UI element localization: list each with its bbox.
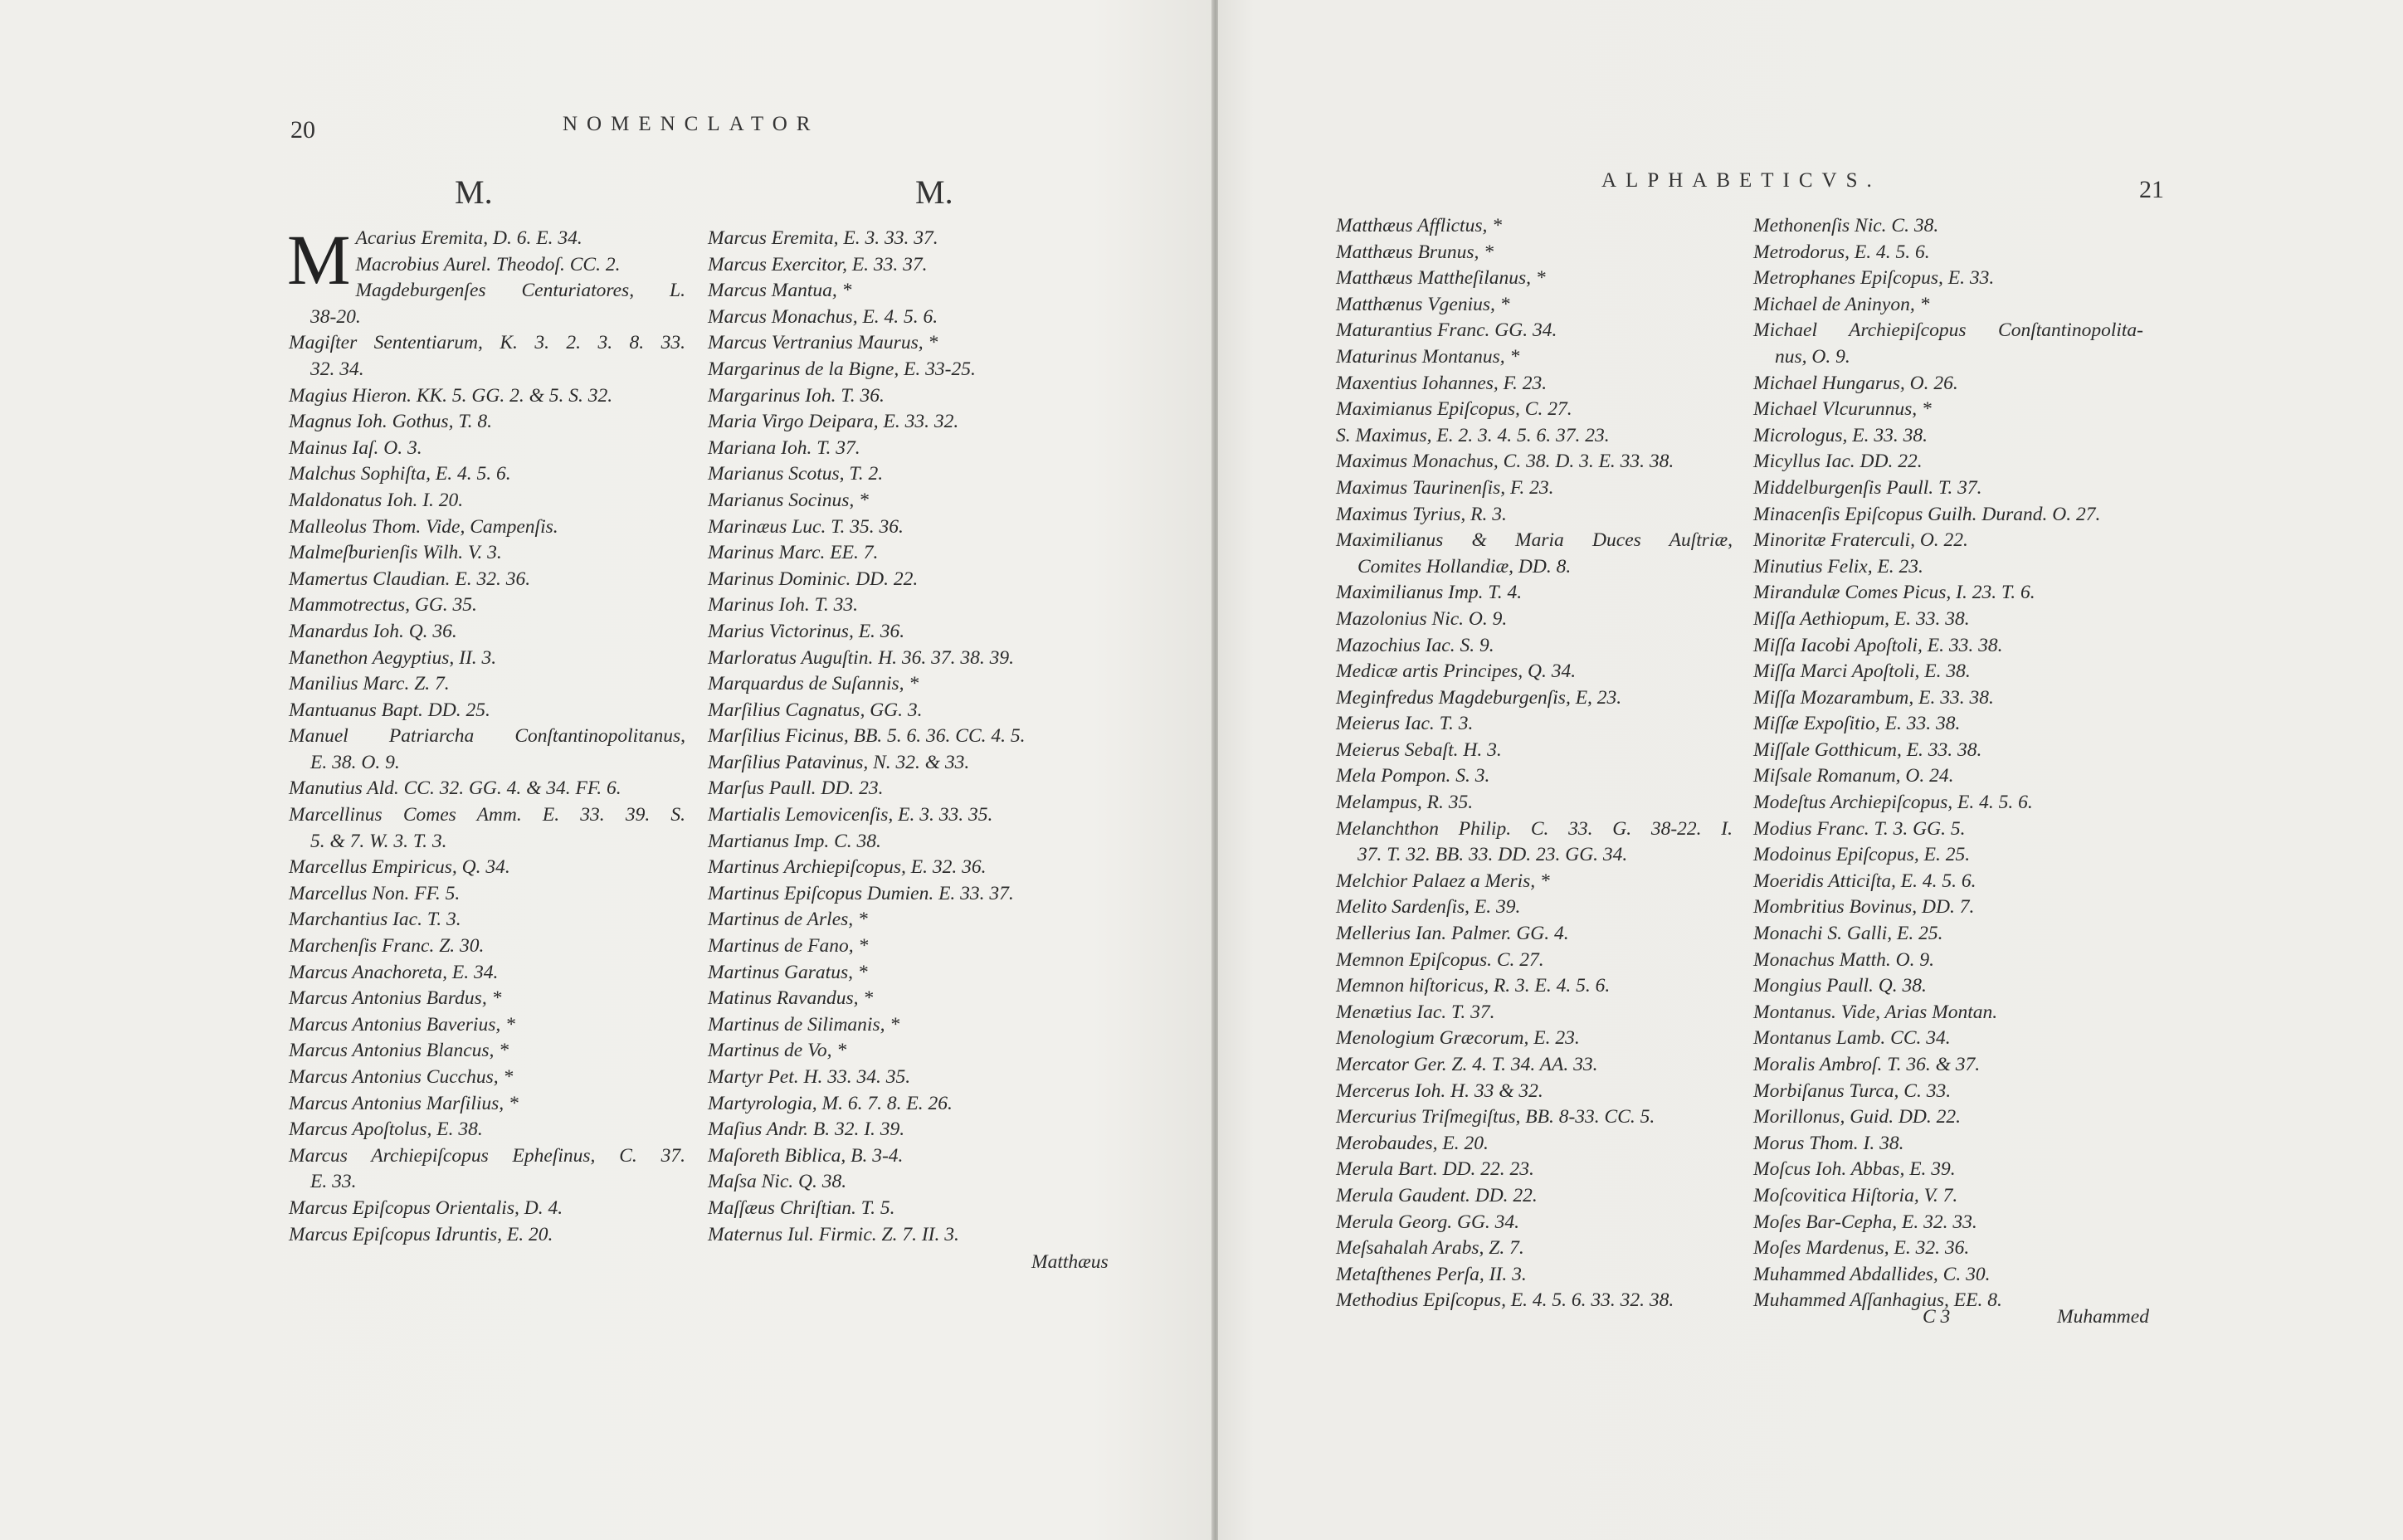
index-entry: Marcus Antonius Baverius, * [289,1013,515,1036]
index-entry: Maximus Monachus, C. 38. D. 3. E. 33. 38. [1336,451,1674,473]
index-entry: Middelburgenſis Paull. T. 37. [1753,476,1982,499]
index-entry: Maldonatus Ioh. I. 20. [289,489,464,511]
index-entry: Mombritius Bovinus, DD. 7. [1753,896,1975,919]
catchword-right: Muhammed [2057,1306,2149,1328]
index-entry: Moſcovitica Hiſtoria, V. 7. [1753,1184,1958,1206]
index-entry: Menætius Iac. T. 37. [1336,1001,1495,1023]
index-entry: Martyr Pet. H. 33. 34. 35. [708,1066,911,1088]
index-entry: Marquardus de Suſannis, * [708,673,919,695]
index-entry: Marianus Socinus, * [708,489,869,511]
index-entry: Maſius Andr. B. 32. I. 39. [708,1118,905,1141]
index-entry: Mongius Paull. Q. 38. [1753,975,1927,997]
index-entry: Monachi S. Galli, E. 25. [1753,923,1943,945]
index-entry: Marianus Scotus, T. 2. [708,463,884,485]
index-entry: Marcus Antonius Cucchus, * [289,1066,514,1088]
index-entry-continuation: E. 33. [310,1171,357,1193]
index-entry: Menologium Græcorum, E. 23. [1336,1027,1580,1050]
index-entry: Maturinus Montanus, * [1336,345,1520,368]
index-entry: S. Maximus, E. 2. 3. 4. 5. 6. 37. 23. [1336,424,1610,446]
index-entry: Metaſthenes Perſa, II. 3. [1336,1263,1527,1285]
index-entry-continuation: 5. & 7. W. 3. T. 3. [310,830,447,852]
index-entry: Melampus, R. 35. [1336,792,1474,814]
index-entry: Marcellinus Comes Amm. E. 33. 39. S. [289,804,685,826]
index-entry: Marcus Anachoreta, E. 34. [289,961,499,983]
index-entry: Mantuanus Bapt. DD. 25. [289,699,490,721]
index-entry: Manethon Aegyptius, II. 3. [289,646,497,669]
index-entry: Malchus Sophiſta, E. 4. 5. 6. [289,463,511,485]
index-entry: Martinus de Fano, * [708,935,869,958]
index-entry: Merobaudes, E. 20. [1336,1132,1489,1154]
index-entry: Manutius Ald. CC. 32. GG. 4. & 34. FF. 6. [289,777,621,800]
index-entry-continuation: Comites Hollandiæ, DD. 8. [1357,555,1572,578]
index-entry: Marcellus Empiricus, Q. 34. [289,856,510,879]
index-entry: Maturantius Franc. GG. 34. [1336,319,1557,342]
index-entry: Memnon hiſtoricus, R. 3. E. 4. 5. 6. [1336,975,1611,997]
index-entry-continuation: nus, O. 9. [1775,345,1850,368]
index-entry: Merula Georg. GG. 34. [1336,1211,1520,1233]
index-entry: Methonenſis Nic. C. 38. [1753,215,1939,236]
index-entry: Michael Archiepiſcopus Conſtantinopolita- [1753,319,2143,342]
page-number-right: 21 [2139,176,2164,203]
index-entry: Marcus Vertranius Maurus, * [708,332,938,354]
index-entry: Mariana Ioh. T. 37. [708,436,860,459]
index-entry: Maſoreth Biblica, B. 3-4. [708,1144,904,1167]
index-entry-continuation: 38-20. [310,305,361,328]
index-entry: Modeſtus Archiepiſcopus, E. 4. 5. 6. [1753,792,2033,814]
index-entry: Magius Hieron. KK. 5. GG. 2. & 5. S. 32. [289,384,613,407]
index-entry: Martinus Garatus, * [708,961,868,983]
index-entry: Memnon Epiſcopus. C. 27. [1336,948,1544,971]
index-entry: Minutius Felix, E. 23. [1753,555,1923,578]
index-entry: Miſſa Mozarambum, E. 33. 38. [1753,686,1994,709]
catchword-left: Matthæus [1031,1251,1109,1273]
index-entry: Magdeburgenſes Centuriatores, L. [355,280,685,302]
index-entry: Muhammed Abdallides, C. 30. [1753,1263,1991,1285]
index-entry: Maſsa Nic. Q. 38. [708,1171,847,1193]
index-entry: Moſcus Ioh. Abbas, E. 39. [1753,1158,1956,1181]
index-entry: Minacenſis Epiſcopus Guilh. Durand. O. 27. [1753,503,2101,525]
index-entry: Maxentius Iohannes, F. 23. [1336,372,1548,394]
index-entry: Marſilius Ficinus, BB. 5. 6. 36. CC. 4. 5. [708,725,1026,748]
index-entry: Marchantius Iac. T. 3. [289,909,461,931]
index-entry: Magiſter Sententiarum, K. 3. 2. 3. 8. 33. [289,332,685,354]
index-entry-continuation: 37. T. 32. BB. 33. DD. 23. GG. 34. [1357,844,1628,866]
index-entry: Margarinus de la Bigne, E. 33-25. [708,358,976,380]
column-heading-1: M. [455,173,493,211]
index-entry: Morbiſanus Turca, C. 33. [1753,1079,1952,1102]
index-entry: Melanchthon Philip. C. 33. G. 38-22. I. [1336,817,1733,840]
index-entry: Moralis Ambroſ. T. 36. & 37. [1753,1054,1981,1075]
index-entry: Marinus Ioh. T. 33. [708,594,859,616]
drop-capital: M [287,220,351,300]
index-entry: Marcus Archiepiſcopus Epheſinus, C. 37. [289,1144,685,1167]
index-entry: Manardus Ioh. Q. 36. [289,620,457,642]
index-entry: Meierus Sebaſt. H. 3. [1336,738,1502,761]
index-entry: Matinus Ravandus, * [708,987,874,1010]
index-entry: Modoinus Epiſcopus, E. 25. [1753,844,1971,866]
index-entry: Marcus Eremita, E. 3. 33. 37. [708,227,938,249]
index-entry: Mercerus Ioh. H. 33 & 32. [1336,1079,1543,1102]
index-entry: Marcus Antonius Bardus, * [289,987,502,1010]
index-entry: Marchenſis Franc. Z. 30. [289,935,485,958]
index-entry: Maximus Taurinenſis, F. 23. [1336,476,1554,499]
index-entry: Marſus Paull. DD. 23. [708,777,884,800]
index-entry: Malmeſburienſis Wilh. V. 3. [289,542,502,564]
index-entry: Marſilius Cagnatus, GG. 3. [708,699,923,721]
index-entry: Moſes Bar-Cepha, E. 32. 33. [1753,1211,1977,1233]
index-entry: Margarinus Ioh. T. 36. [708,384,885,407]
index-entry: Meginfredus Magdeburgenſis, E, 23. [1336,686,1622,709]
index-column-right-2 [1753,213,2143,1314]
index-entry: Marius Victorinus, E. 36. [708,620,905,642]
index-entry: Melchior Palaez a Meris, * [1336,870,1550,892]
index-entry: Mamertus Claudian. E. 32. 36. [289,568,531,590]
index-entry: Martinus Archiepiſcopus, E. 32. 36. [708,856,987,879]
index-entry: Marcus Antonius Blancus, * [289,1040,509,1062]
index-entry: Maria Virgo Deipara, E. 33. 32. [708,411,959,433]
index-entry: Montanus. Vide, Arias Montan. [1753,1001,1998,1023]
index-entry: Metrodorus, E. 4. 5. 6. [1753,241,1930,263]
index-entry: Marcus Epiſcopus Idruntis, E. 20. [289,1223,553,1245]
index-entry: Acarius Eremita, D. 6. E. 34. [355,227,582,249]
index-column-left-2 [708,226,1073,1248]
index-entry: Montanus Lamb. CC. 34. [1753,1027,1951,1050]
index-entry: Marinus Dominic. DD. 22. [708,568,919,590]
index-entry: Michael de Aninyon, * [1753,293,1930,315]
index-entry: Metrophanes Epiſcopus, E. 33. [1753,267,1995,290]
index-entry: Manuel Patriarcha Conſtantinopolitanus, [289,725,685,748]
index-entry: Martinus de Silimanis, * [708,1013,900,1036]
dropcap-entry [287,220,685,330]
running-head-right: ALPHABETICVS. [1601,169,1881,192]
index-entry: Martialis Lemovicenſis, E. 3. 33. 35. [708,804,993,826]
index-entry: Malleolus Thom. Vide, Campenſis. [289,515,558,538]
running-head-left: NOMENCLATOR [563,113,820,135]
index-entry: Monachus Matth. O. 9. [1753,948,1935,971]
index-entry: Michael Hungarus, O. 26. [1753,372,1958,394]
index-entry: Mercator Ger. Z. 4. T. 34. AA. 33. [1336,1054,1598,1075]
index-entry: Mirandulæ Comes Picus, I. 23. T. 6. [1753,582,2035,604]
index-entry: Magnus Ioh. Gothus, T. 8. [289,411,493,433]
index-entry: Matthænus Vgenius, * [1336,293,1510,315]
index-entry: Morus Thom. I. 38. [1753,1132,1904,1154]
index-entry: Matthæus Mattheſilanus, * [1336,267,1546,290]
index-entry: Miſſa Aethiopum, E. 33. 38. [1753,607,1970,630]
index-entry: Martinus Epiſcopus Dumien. E. 33. 37. [708,882,1014,904]
index-entry-continuation: 32. 34. [310,358,364,380]
index-entry: Matthæus Afflictus, * [1336,215,1502,236]
index-entry: Marcus Mantua, * [708,280,852,302]
index-entry: Macrobius Aurel. Theodoſ. CC. 2. [355,253,621,275]
index-entry: Martyrologia, M. 6. 7. 8. E. 26. [708,1092,953,1114]
index-entry: Manilius Marc. Z. 7. [289,673,450,695]
index-entry: Miſſæ Expoſitio, E. 33. 38. [1753,713,1961,735]
index-entry: Mammotrectus, GG. 35. [289,594,477,616]
page-number-left: 20 [290,116,315,144]
signature-mark: C 3 [1923,1306,1951,1328]
index-entry: Maternus Iul. Firmic. Z. 7. II. 3. [708,1223,959,1245]
index-entry: Moſes Mardenus, E. 32. 36. [1753,1237,1970,1260]
index-entry: Maximilianus Imp. T. 4. [1336,582,1523,604]
index-entry: Merula Bart. DD. 22. 23. [1336,1158,1534,1181]
index-entry: Maximus Tyrius, R. 3. [1336,503,1507,525]
index-entry: Modius Franc. T. 3. GG. 5. [1753,817,1966,840]
index-entry: Mellerius Ian. Palmer. GG. 4. [1336,923,1569,945]
index-entry: Marcus Antonius Marſilius, * [289,1092,519,1114]
index-entry: Medicæ artis Principes, Q. 34. [1336,660,1577,683]
index-entry: Meſsahalah Arabs, Z. 7. [1336,1237,1524,1260]
index-entry: Marinus Marc. EE. 7. [708,542,879,564]
index-entry: Miſsale Romanum, O. 24. [1753,765,1954,787]
index-entry: Miſſa Marci Apoſtoli, E. 38. [1753,660,1971,683]
index-entry: Marinæus Luc. T. 35. 36. [708,515,904,538]
index-entry: Martianus Imp. C. 38. [708,830,881,852]
index-entry: Maximilianus & Maria Duces Auſtriæ, [1336,529,1733,552]
index-entry: Morillonus, Guid. DD. 22. [1753,1106,1962,1128]
index-entry: Marcus Exercitor, E. 33. 37. [708,253,928,275]
index-entry: Methodius Epiſcopus, E. 4. 5. 6. 33. 32. 38. [1336,1289,1674,1312]
index-entry: Marloratus Auguſtin. H. 36. 37. 38. 39. [708,646,1015,669]
index-entry: Micrologus, E. 33. 38. [1753,424,1928,446]
index-entry: Mazolonius Nic. O. 9. [1336,607,1508,630]
index-entry: Marcellus Non. FF. 5. [289,882,461,904]
index-entry-continuation: E. 38. O. 9. [310,751,400,773]
index-entry: Martinus de Vo, * [708,1040,847,1062]
right-page [1218,0,2403,1540]
index-entry: Micyllus Iac. DD. 22. [1753,451,1923,473]
index-entry: Mercurius Triſmegiſtus, BB. 8-33. CC. 5. [1336,1106,1655,1128]
index-entry: Mazochius Iac. S. 9. [1336,634,1494,656]
index-entry: Mela Pompon. S. 3. [1336,765,1490,787]
index-entry: Miſſale Gotthicum, E. 33. 38. [1753,738,1982,761]
index-entry: Matthæus Brunus, * [1336,241,1494,263]
index-entry: Mainus Iaſ. O. 3. [289,436,422,459]
index-entry: Marcus Monachus, E. 4. 5. 6. [708,305,938,328]
index-entry: Muhammed Aſſanhagius, EE. 8. [1753,1289,2002,1312]
column-heading-2: M. [915,173,953,211]
index-entry: Moeridis Atticiſta, E. 4. 5. 6. [1753,870,1977,892]
index-entry: Maſſæus Chriſtian. T. 5. [708,1196,895,1219]
index-entry: Marcus Epiſcopus Orientalis, D. 4. [289,1196,563,1219]
index-entry: Merula Gaudent. DD. 22. [1336,1184,1538,1206]
index-entry: Meierus Iac. T. 3. [1336,713,1474,735]
index-entry: Marcus Apoſtolus, E. 38. [289,1118,483,1141]
index-entry: Marſilius Patavinus, N. 32. & 33. [708,751,970,773]
index-entry: Michael Vlcurunnus, * [1753,398,1932,421]
index-entry: Melito Sardenſis, E. 39. [1336,896,1521,919]
index-entry: Martinus de Arles, * [708,909,868,931]
index-column-right-1 [1336,213,1733,1314]
index-column-left-1 [287,220,685,1248]
index-entry: Minoritæ Fraterculi, O. 22. [1753,529,1968,552]
index-entry: Miſſa Iacobi Apoſtoli, E. 33. 38. [1753,634,2003,656]
index-entry: Maximianus Epiſcopus, C. 27. [1336,398,1572,421]
